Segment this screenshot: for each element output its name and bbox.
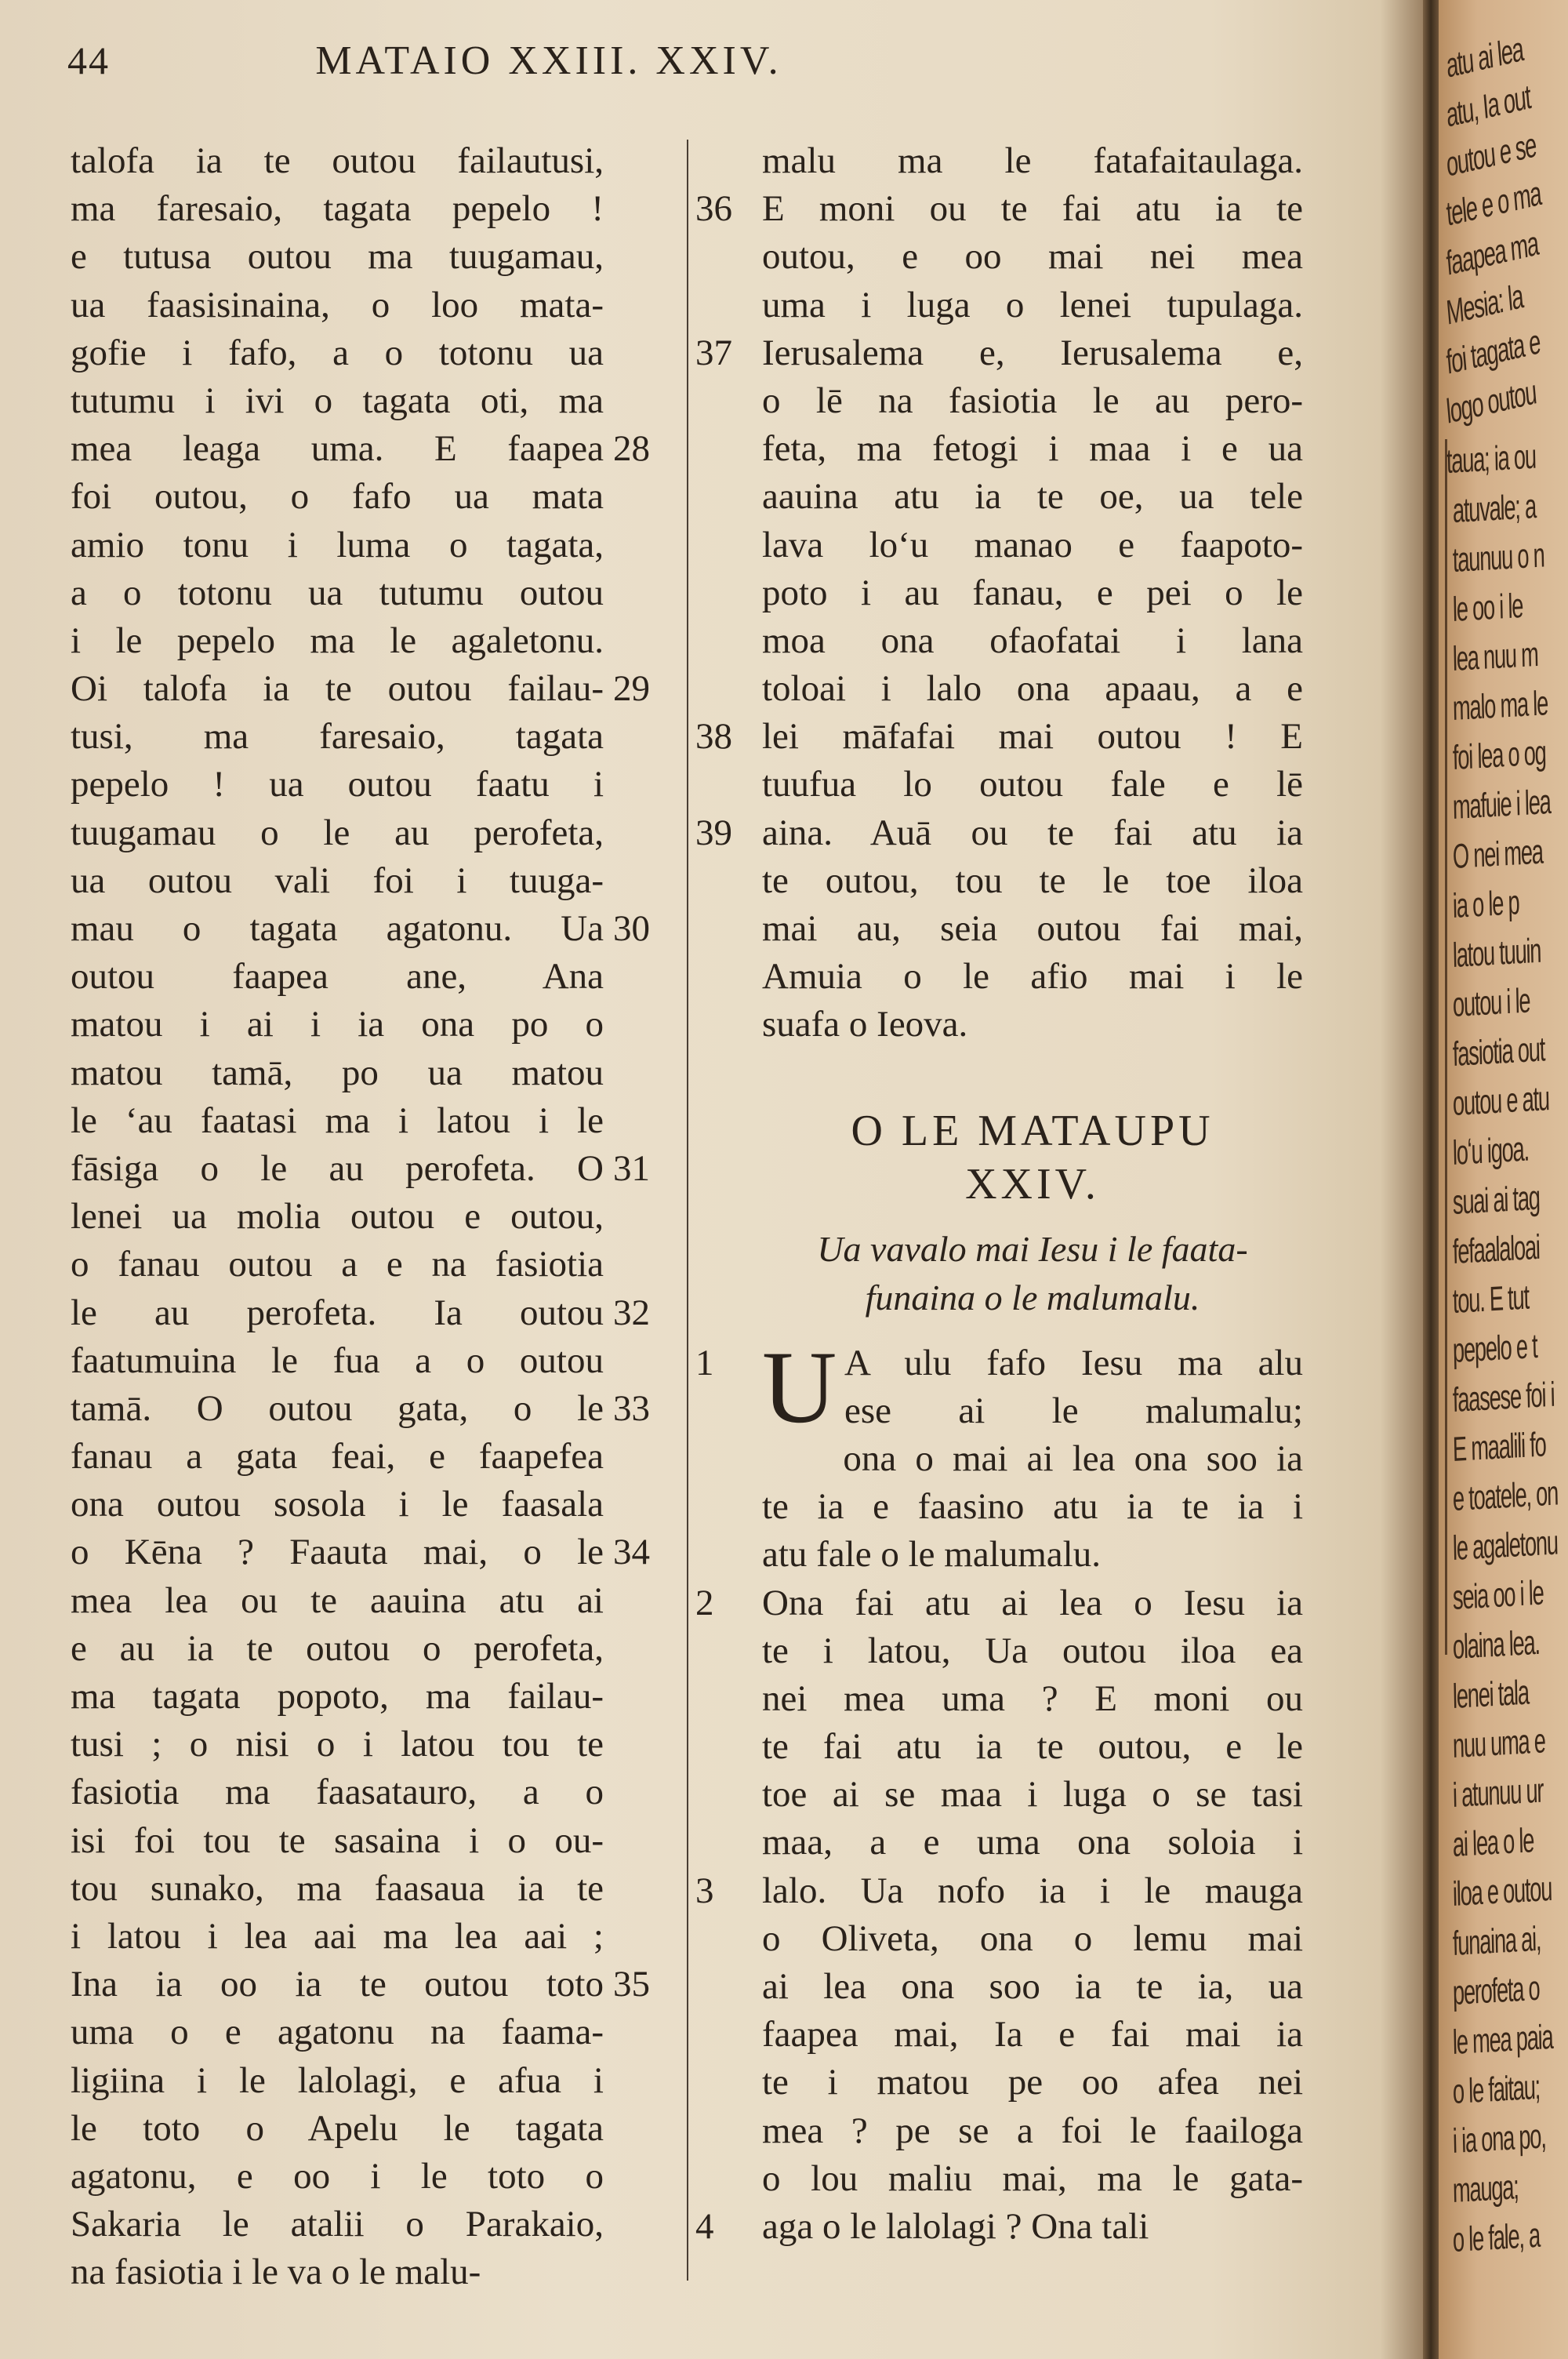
verse-number: 37 bbox=[695, 332, 732, 373]
text-line: toloai i lalo ona apaau, a e bbox=[762, 668, 1303, 710]
text-line: outou faapea ane, Ana bbox=[71, 956, 604, 998]
text-line: malu ma le fatafaitaulaga. bbox=[762, 140, 1303, 181]
verse-number: 30 bbox=[613, 908, 650, 949]
next-page-line: olaina lea. bbox=[1452, 1623, 1541, 1667]
next-page-line: pepelo e t bbox=[1452, 1326, 1537, 1370]
next-page-line: E maalili fo bbox=[1452, 1425, 1546, 1469]
text-line: tutumu i ivi o tagata oti, ma bbox=[71, 380, 604, 421]
text-line: gofie i fafo, a o totonu ua bbox=[71, 332, 604, 373]
text-line: ua faasisinaina, o loo mata- bbox=[71, 284, 604, 325]
next-page-line: atu ai lea bbox=[1444, 30, 1525, 85]
chapter-summary bbox=[762, 1225, 1303, 1322]
text-line: mai au, seia outou fai mai, bbox=[762, 908, 1303, 949]
next-page-line: atuvale; a bbox=[1452, 487, 1537, 530]
text-line: Sakaria le atalii o Parakaio, bbox=[71, 2204, 604, 2245]
text-line: Ina ia oo ia te outou toto 35 bbox=[71, 1961, 604, 2008]
text-line: foi outou, o fafo ua mata bbox=[71, 476, 604, 518]
next-page-line: loʻu igoa. bbox=[1452, 1129, 1530, 1172]
text-line: tusi ; o nisi o i latou tou te bbox=[71, 1724, 604, 1765]
left-column bbox=[71, 137, 650, 2296]
next-page-line: Mesia: la bbox=[1444, 277, 1525, 333]
text-line: o Kēna ? Faauta mai, o le 34 bbox=[71, 1528, 604, 1576]
next-page-line: faapea ma bbox=[1444, 224, 1540, 283]
next-page-line: funaina ai, bbox=[1452, 1919, 1541, 1963]
next-page-line: mafuie i lea bbox=[1452, 782, 1552, 827]
text-line: fāsiga o le au perofeta. O 31 bbox=[71, 1145, 604, 1193]
chapter-summary-line-2: funaina o le malumalu. bbox=[865, 1277, 1200, 1318]
verse-number: 34 bbox=[613, 1532, 650, 1573]
text-line: fasiotia ma faasatauro, a o bbox=[71, 1772, 604, 1813]
text-line: te outou, tou te le toe iloa bbox=[762, 860, 1303, 901]
page-number: 44 bbox=[67, 38, 110, 82]
next-page-line: e toatele, on bbox=[1452, 1474, 1559, 1518]
text-line: lei māfafai mai outou ! E 38 bbox=[762, 713, 1303, 761]
next-page-line: seia oo i le bbox=[1452, 1573, 1544, 1617]
next-page-line: mauga; bbox=[1452, 2168, 1519, 2210]
text-line: tou sunako, ma faasaua ia te bbox=[71, 1867, 604, 1909]
text-line: feta, ma fetogi i maa i e ua bbox=[762, 428, 1303, 470]
text-line: te i matou pe oo afea nei bbox=[762, 2062, 1303, 2103]
page-header bbox=[0, 38, 1423, 93]
next-page-line: faasese foi i bbox=[1452, 1375, 1555, 1419]
text-line: te i latou, Ua outou iloa ea bbox=[762, 1630, 1303, 1671]
text-line: isi foi tou te sasaina i o ou- bbox=[71, 1819, 604, 1861]
text-line: ligiina i le lalolagi, e afua i bbox=[71, 2059, 604, 2101]
drop-cap: U bbox=[762, 1329, 837, 1445]
text-line: e au ia te outou o perofeta, bbox=[71, 1627, 604, 1669]
column-divider bbox=[687, 140, 688, 2281]
text-line: Ierusalema e, Ierusalema e, 37 bbox=[762, 329, 1303, 377]
text-line: Amuia o le afio mai i le bbox=[762, 956, 1303, 998]
next-page-line: ai lea o le bbox=[1452, 1821, 1534, 1864]
text-line: o lou maliu mai, ma le gata- bbox=[762, 2157, 1303, 2199]
next-page-line: ia o le p bbox=[1452, 883, 1519, 925]
text-line: tamā. O outou gata, o le 33 bbox=[71, 1385, 604, 1433]
text-line: amio tonu i luma o tagata, bbox=[71, 524, 604, 565]
text-line: mau o tagata agatonu. Ua 30 bbox=[71, 905, 604, 953]
text-line: outou, e oo mai nei mea bbox=[762, 236, 1303, 278]
text-line: e tutusa outou ma tuugamau, bbox=[71, 236, 604, 278]
verse-number: 33 bbox=[613, 1387, 650, 1429]
next-page-line: lenei tala bbox=[1452, 1673, 1530, 1716]
text-line: mea lea ou te aauina atu ai bbox=[71, 1579, 604, 1621]
text-line: o Oliveta, ona o lemu mai bbox=[762, 1917, 1303, 1959]
text-line: tuugamau o le au perofeta, bbox=[71, 812, 604, 853]
text-line: faapea mai, Ia e fai mai ia bbox=[762, 2014, 1303, 2055]
text-line: matou tamā, po ua matou bbox=[71, 1052, 604, 1093]
chapter-summary-line-1: Ua vavalo mai Iesu i le faata- bbox=[817, 1228, 1248, 1269]
next-page-line: nuu uma e bbox=[1452, 1721, 1546, 1765]
next-page-line: iloa e outou bbox=[1452, 1869, 1552, 1914]
chapter-heading-line-2: XXIV. bbox=[965, 1159, 1100, 1209]
verse-number: 39 bbox=[695, 812, 732, 853]
next-page-line: O nei mea bbox=[1452, 832, 1544, 876]
right-column-top-text bbox=[695, 137, 1303, 1049]
next-page-line: le mea paia bbox=[1452, 2017, 1553, 2062]
text-line: aauina atu ia te oe, ua tele bbox=[762, 476, 1303, 518]
text-line: i le pepelo ma le agaletonu. bbox=[71, 620, 604, 661]
next-page-line: foi lea o og bbox=[1452, 733, 1547, 777]
next-page-column-rule bbox=[1445, 439, 1447, 1655]
verse-number: 3 bbox=[695, 1870, 714, 1911]
running-title: MATAIO XXIII. XXIV. bbox=[315, 38, 782, 83]
next-page-line: le agaletonu bbox=[1452, 1523, 1559, 1568]
text-line: faatumuina le fua a o outou bbox=[71, 1339, 604, 1381]
verse-number: 31 bbox=[613, 1147, 650, 1189]
next-page-line: fasiotia out bbox=[1452, 1030, 1545, 1074]
verse-number: 35 bbox=[613, 1964, 650, 2005]
text-line: talofa ia te outou failautusi, bbox=[71, 140, 604, 181]
text-line: poto i au fanau, e pei o le bbox=[762, 572, 1303, 613]
next-page-line: outou e se bbox=[1444, 125, 1537, 184]
text-line: ma tagata popoto, ma failau- bbox=[71, 1676, 604, 1717]
next-page-line: atu, Ia out bbox=[1444, 78, 1532, 135]
text-line: suafa o Ieova. bbox=[762, 1004, 968, 1045]
text-line: A ulu fafo Iesu ma alu 1 bbox=[762, 1339, 1303, 1387]
text-line: Oi talofa ia te outou failau- 29 bbox=[71, 665, 604, 713]
next-page-line: latou tuuin bbox=[1452, 931, 1541, 975]
text-line: le toto o Apelu le tagata bbox=[71, 2107, 604, 2149]
chapter-heading bbox=[762, 1104, 1303, 1211]
text-line: ona o mai ai lea ona soo ia bbox=[843, 1438, 1303, 1479]
verse-number: 29 bbox=[613, 668, 650, 710]
next-page-line: logo outou bbox=[1444, 373, 1537, 431]
text-line: aga o le lalolagi ? Ona tali 4 bbox=[762, 2203, 1303, 2251]
next-page-line: o le faitau; bbox=[1452, 2067, 1541, 2111]
next-page-line: outou i le bbox=[1452, 981, 1530, 1024]
text-line: atu fale o le malumalu. bbox=[762, 1534, 1101, 1576]
text-line: te fai atu ia te outou, e le bbox=[762, 1726, 1303, 1768]
text-line: Ona fai atu ai lea o Iesu ia 2 bbox=[762, 1579, 1303, 1627]
text-line: nei mea uma ? E moni ou bbox=[762, 1677, 1303, 1719]
text-line: tuufua lo outou fale e lē bbox=[762, 764, 1303, 805]
text-line: ona outou sosola i le faasala bbox=[71, 1484, 604, 1525]
next-page-line: taunuu o n bbox=[1452, 536, 1544, 580]
right-column-bottom-text bbox=[695, 1329, 1303, 2252]
next-page-line: i ia ona po, bbox=[1452, 2117, 1547, 2161]
next-page-line: foi tagata e bbox=[1444, 322, 1542, 382]
chapter-heading-line-1: O LE MATAUPU bbox=[851, 1106, 1214, 1155]
text-line: maa, a e uma ona soloia i bbox=[762, 1822, 1303, 1863]
text-line: fanau a gata feai, e faapefea bbox=[71, 1436, 604, 1478]
text-line: ua outou vali foi i tuuga- bbox=[71, 860, 604, 901]
next-page-line: i atunuu ur bbox=[1452, 1771, 1544, 1815]
next-page-line: taua; ia ou bbox=[1446, 437, 1537, 481]
text-line: lava loʻu manao e faapoto- bbox=[762, 524, 1303, 565]
text-line: moa ona ofaofatai i lana bbox=[762, 620, 1303, 661]
text-line: agatonu, e oo i le toto o bbox=[71, 2155, 604, 2197]
verse-number: 32 bbox=[613, 1292, 650, 1333]
next-page-line: fefaalaloai bbox=[1452, 1227, 1541, 1271]
next-page-edge bbox=[1439, 0, 1568, 2359]
verse-number: 4 bbox=[695, 2205, 714, 2247]
text-line: na fasiotia i le va o le malu- bbox=[71, 2252, 481, 2293]
text-line: uma i luga o lenei tupulaga. bbox=[762, 284, 1303, 325]
verse-number: 28 bbox=[613, 428, 650, 470]
verse-number: 38 bbox=[695, 716, 732, 758]
text-line: mea leaga uma. E faapea 28 bbox=[71, 425, 604, 473]
text-line: tusi, ma faresaio, tagata bbox=[71, 716, 604, 758]
text-line: i latou i lea aai ma lea aai ; bbox=[71, 1915, 604, 1957]
next-page-line: perofeta o bbox=[1452, 1968, 1540, 2012]
text-line: ai lea ona soo ia te ia, ua bbox=[762, 1966, 1303, 2007]
next-page-line: outou e atu bbox=[1452, 1079, 1550, 1123]
book-gutter bbox=[1423, 0, 1439, 2359]
text-line: lalo. Ua nofo ia i le mauga 3 bbox=[762, 1867, 1303, 1915]
text-line: ma faresaio, tagata pepelo ! bbox=[71, 188, 604, 230]
text-line: lenei ua molia outou e outou, bbox=[71, 1196, 604, 1238]
verse-number: 36 bbox=[695, 188, 732, 230]
verse-number: 1 bbox=[695, 1342, 714, 1383]
text-line: le au perofeta. Ia outou 32 bbox=[71, 1289, 604, 1337]
next-page-line: lea nuu m bbox=[1452, 634, 1539, 678]
text-line: le ʻau faatasi ma i latou i le bbox=[71, 1100, 604, 1141]
text-line: te ia e faasino atu ia te ia i bbox=[762, 1486, 1303, 1528]
next-page-line: tou. E tut bbox=[1452, 1278, 1530, 1321]
text-line: o lē na fasiotia le au pero- bbox=[762, 380, 1303, 421]
verse-number: 2 bbox=[695, 1582, 714, 1623]
text-line: mea ? pe se a foi le faailoga bbox=[762, 2110, 1303, 2151]
next-page-line: suai ai tag bbox=[1452, 1178, 1541, 1222]
next-page-line: malo ma le bbox=[1452, 684, 1548, 728]
text-line: toe ai se maa i luga o se tasi bbox=[762, 1774, 1303, 1816]
next-page-line: o le fale, a bbox=[1452, 2215, 1541, 2259]
right-column bbox=[695, 137, 1303, 2251]
next-page-line: le oo i le bbox=[1452, 586, 1523, 629]
text-line: a o totonu ua tutumu outou bbox=[71, 572, 604, 613]
text-line: uma o e agatonu na faama- bbox=[71, 2012, 604, 2053]
text-line: ese ai le malumalu; bbox=[844, 1390, 1303, 1431]
text-line: o fanau outou a e na fasiotia bbox=[71, 1244, 604, 1285]
text-line: pepelo ! ua outou faatu i bbox=[71, 764, 604, 805]
next-page-line: tele e o ma bbox=[1444, 174, 1543, 234]
text-line: matou i ai i ia ona po o bbox=[71, 1004, 604, 1045]
text-line: E moni ou te fai atu ia te 36 bbox=[762, 185, 1303, 233]
text-line: aina. Auā ou te fai atu ia 39 bbox=[762, 809, 1303, 857]
